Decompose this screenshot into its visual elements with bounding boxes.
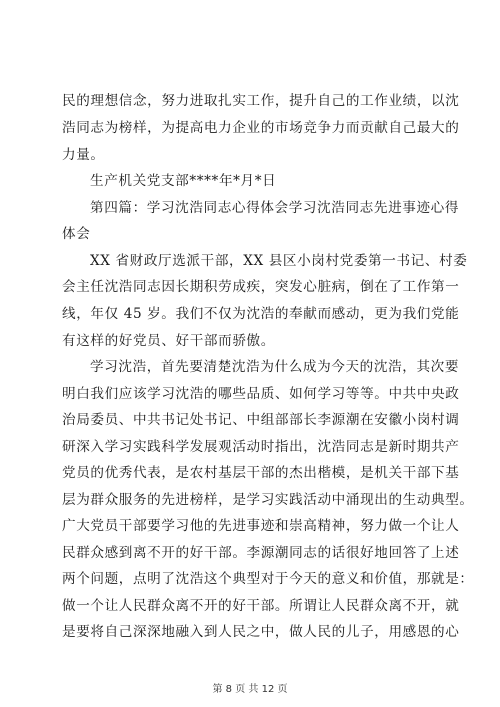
text-line: 治局委员、中共书记处书记、中组部部长李源潮在安徽小岗村调 xyxy=(62,412,460,428)
text-line: 学习沈浩，首先要清楚沈浩为什么成为今天的沈浩，其次要 xyxy=(90,359,460,375)
text-line: 明白我们应该学习沈浩的哪些品质、如何学习等等。中共中央政 xyxy=(62,386,460,402)
text-line: 民的理想信念，努力进取扎实工作，提升自己的工作业绩，以沈 xyxy=(62,93,460,109)
text-line: 线，年仅 45 岁。我们不仅为沈浩的奉献而感动，更为我们党能 xyxy=(62,306,460,322)
text-line: 民群众感到离不开的好干部。李源潮同志的话很好地回答了上述 xyxy=(62,545,460,561)
text-line: 做一个让人民群众离不开的好干部。所谓让人民群众离不开，就 xyxy=(62,598,460,614)
text-line: 层为群众服务的先进榜样，是学习实践活动中涌现出的生动典型。 xyxy=(62,492,474,508)
text-line: 党员的优秀代表，是农村基层干部的杰出楷模，是机关干部下基 xyxy=(62,465,460,481)
text-line: 是要将自己深深地融入到人民之中，做人民的儿子，用感恩的心 xyxy=(62,624,460,640)
text-line: 浩同志为榜样，为提高电力企业的市场竞争力而贡献自己最大的 xyxy=(62,120,460,136)
section-heading-cont: 体会 xyxy=(62,226,91,242)
text-line: 有这样的好党员、好干部而骄傲。 xyxy=(62,333,275,349)
section-heading: 第四篇：学习沈浩同志心得体会学习沈浩同志先进事迹心得 xyxy=(90,200,460,216)
text-line: XX 省财政厅选派干部，XX 县区小岗村党委第一书记、村委 xyxy=(90,253,468,269)
text-line: 研深入学习实践科学发展观活动时指出，沈浩同志是新时期共产 xyxy=(62,439,460,455)
text-line: 广大党员干部要学习他的先进事迹和崇高精神，努力做一个让人 xyxy=(62,518,460,534)
text-line: 两个问题，点明了沈浩这个典型对于今天的意义和价值，那就是： xyxy=(62,571,474,587)
signature-line: 生产机关党支部****年*月*日 xyxy=(90,173,277,189)
text-line: 会主任沈浩同志因长期积劳成疾，突发心脏病，倒在了工作第一 xyxy=(62,279,460,295)
text-line: 力量。 xyxy=(62,147,105,163)
page-footer: 第 8 页 共 12 页 xyxy=(212,684,288,695)
